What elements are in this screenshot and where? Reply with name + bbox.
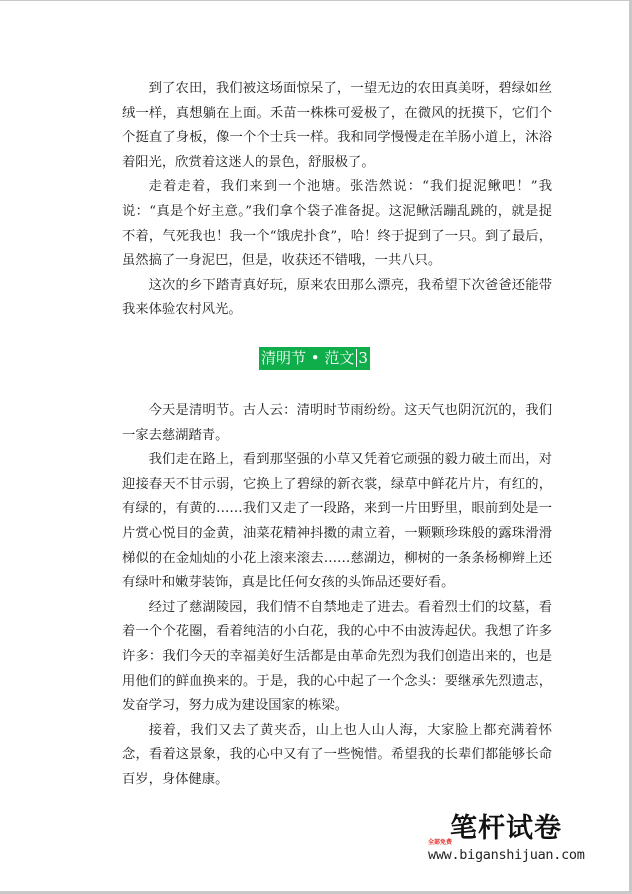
paragraph: 走着走着，我们来到一个池塘。张浩然说：“我们捉泥鳅吧！”我说：“真是个好主意。”我们拿个袋子准备捉。这泥鳅活蹦乱跳的，就是捉不着，气死我也！我一个“饿虎扑食”，哈！终于捉到了一只。到了最后，虽然搞了一身泥巴，但是，收获还不错哦，一共八只。 [122, 179, 552, 269]
essay-section-1 [122, 77, 552, 323]
paragraph: 接着，我们又去了黄夹岙，山上也人山人海，大家脸上都充满着怀念，看着这景象，我的心中又有了一些惋惜。希望我的长辈们都能够长命百岁，身体健康。 [122, 722, 552, 787]
section-heading [259, 347, 370, 370]
watermark-logo [428, 813, 588, 869]
document-page [0, 1, 629, 891]
logo-url: www.biganshijuan.com [428, 847, 585, 863]
paragraph: 经过了慈湖陵园，我们情不自禁地走了进去。看着烈士们的坟墓，看着一个个花圈，看着纯洁的小白花，我的心中不由波涛起伏。我想了许多许多：我们今天的幸福美好生活都是由革命先烈为我们创造出来的，也是用他们的鲜血换来的。于是，我的心中起了一个念头：要继承先烈遗志，发奋学习，努力成为建设国家的栋梁。 [122, 599, 552, 714]
heading-title: 清明节 • 范文 [261, 349, 355, 367]
paragraph: 今天是清明节。古人云：清明时节雨纷纷。这天气也阴沉沉的，我们一家去慈湖踏青。 [122, 403, 552, 443]
essay-section-2 [122, 399, 552, 793]
paragraph: 我们走在路上，看到那坚强的小草又凭着它顽强的毅力破土而出，对迎接春天不甘示弱，它换上了碧绿的新衣裳，绿草中鲜花片片，有红的，有绿的，有黄的……我们又走了一段路，来到一片田野里，眼前到处是一片赏心悦目的金黄，油菜花精神抖擞的肃立着，一颗颗珍珠般的露珠滑滑梯似的在金灿灿的小花上滚来滚去……慈湖边，柳树的一条条杨柳辫上还有绿叶和嫩芽装饰，真是比任何女孩的头饰品还要好看。 [122, 452, 552, 591]
heading-number: 3 [358, 349, 368, 367]
paragraph: 到了农田，我们被这场面惊呆了，一望无边的农田真美呀，碧绿如丝绒一样，真想躺在上面。禾苗一株株可爱极了，在微风的抚摸下，它们个个挺直了身板，像一个个士兵一样。我和同学慢慢走在羊肠小道上，沐浴着阳光，欣赏着这迷人的景色，舒服极了。 [122, 81, 552, 170]
logo-free-tag: 全部免费 [428, 839, 453, 846]
logo-title: 笔杆试卷 [450, 813, 562, 844]
paragraph: 这次的乡下踏青真好玩，原来农田那么漂亮，我希望下次爸爸还能带我来体验农村风光。 [122, 277, 552, 318]
